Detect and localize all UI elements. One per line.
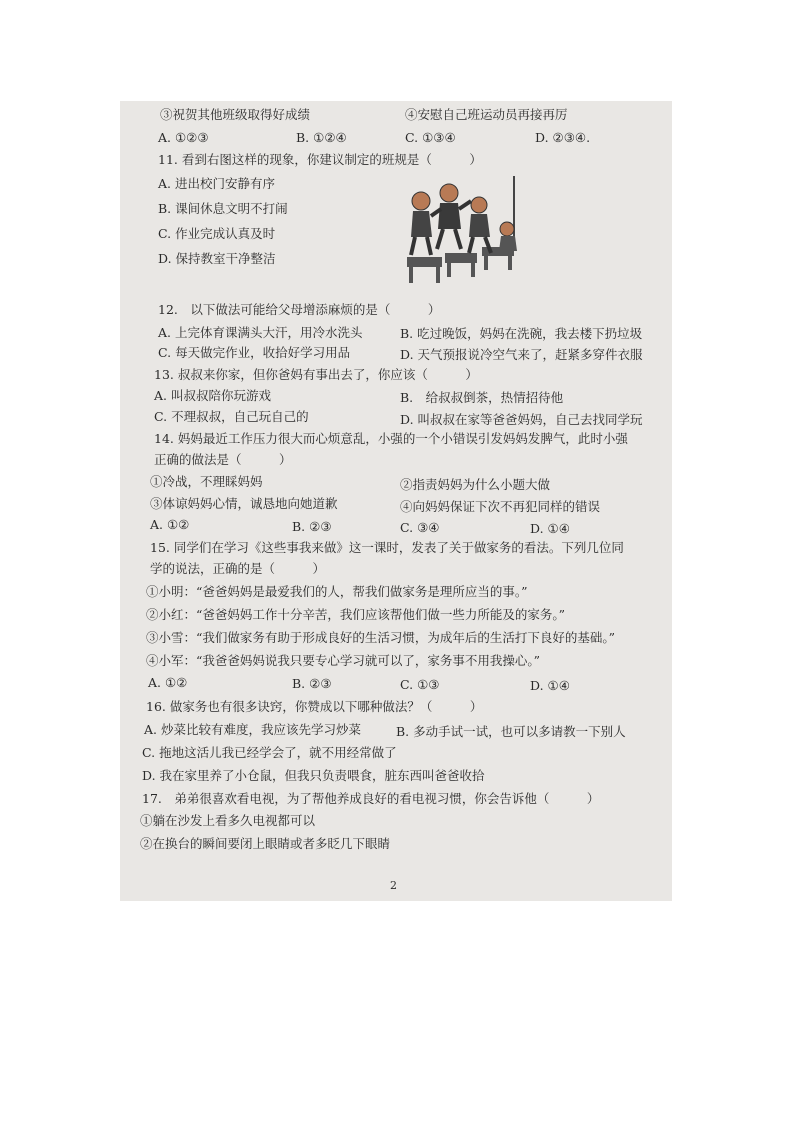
q13-choice-d: D. 叫叔叔在家等爸爸妈妈，自己去找同学玩: [400, 412, 643, 427]
q16-choice-b: B. 多动手试一试，也可以多请教一下别人: [396, 724, 626, 739]
q14-stem: 14. 妈妈最近工作压力很大而心烦意乱，小强的一个小错误引发妈妈发脾气，此时小强: [154, 431, 628, 446]
q16-stem: 16. 做家务也有很多诀窍，你赞成以下哪种做法？（ ）: [146, 699, 483, 714]
q15-stem-cont: 学的说法，正确的是（ ）: [150, 561, 326, 576]
q15-stem: 15. 同学们在学习《这些事我来做》这一课时，发表了关于做家务的看法。下列几位同: [150, 540, 624, 555]
q15-choice-c: C. ①③: [400, 677, 440, 692]
q14-choice-c: C. ③④: [400, 520, 440, 535]
q10-choice-a: A. ①②③: [158, 130, 209, 145]
q15-choice-a: A. ①②: [148, 675, 188, 690]
q15-choice-d: D. ①④: [530, 678, 570, 693]
q17-stem: 17. 弟弟很喜欢看电视，为了帮他养成良好的看电视习惯，你会告诉他（ ）: [142, 791, 600, 806]
q14-option-4: ④向妈妈保证下次不再犯同样的错误: [400, 499, 601, 514]
q14-choice-b: B. ②③: [292, 519, 332, 534]
q11-choice-a: A. 进出校门安静有序: [158, 176, 275, 191]
q10-option-4: ④安慰自己班运动员再接再厉: [405, 107, 568, 122]
q10-choice-b: B. ①②④: [296, 130, 347, 145]
q17-option-2: ②在换台的瞬间要闭上眼睛或者多眨几下眼睛: [140, 836, 391, 851]
q13-choice-b: B. 给叔叔倒茶，热情招待他: [400, 390, 564, 405]
q14-choice-a: A. ①②: [150, 517, 190, 532]
q11-stem: 11. 看到右图这样的现象，你建议制定的班规是（ ）: [158, 152, 482, 167]
q13-choice-c: C. 不理叔叔，自己玩自己的: [154, 409, 309, 424]
q12-choice-b: B. 吃过晚饭，妈妈在洗碗，我去楼下扔垃圾: [400, 326, 643, 341]
q12-stem: 12. 以下做法可能给父母增添麻烦的是（ ）: [158, 302, 441, 317]
q10-choice-d: D. ②③④.: [535, 130, 591, 145]
q15-option-4: ④小军：“我爸爸妈妈说我只要专心学习就可以了，家务事不用我操心。”: [146, 653, 541, 668]
q17-option-1: ①躺在沙发上看多久电视都可以: [140, 813, 316, 828]
q14-option-2: ②指责妈妈为什么小题大做: [400, 477, 551, 492]
page-number: 2: [390, 879, 397, 892]
q12-choice-a: A. 上完体育课满头大汗，用冷水洗头: [158, 325, 363, 340]
q15-choice-b: B. ②③: [292, 676, 332, 691]
q10-choice-c: C. ①③④: [405, 130, 456, 145]
q16-choice-a: A. 炒菜比较有难度，我应该先学习炒菜: [144, 722, 361, 737]
q12-choice-d: D. 天气预报说冷空气来了，赶紧多穿件衣服: [400, 347, 643, 362]
q15-option-2: ②小红：“爸爸妈妈工作十分辛苦，我们应该帮他们做一些力所能及的家务。”: [146, 607, 566, 622]
q12-choice-c: C. 每天做完作业，收拾好学习用品: [158, 345, 351, 360]
q14-option-3: ③体谅妈妈心情，诚恳地向她道歉: [150, 496, 338, 511]
q11-choice-b: B. 课间休息文明不打闹: [158, 201, 288, 216]
q14-choice-d: D. ①④: [530, 521, 570, 536]
q15-option-3: ③小雪：“我们做家务有助于形成良好的生活习惯，为成年后的生活打下良好的基础。”: [146, 630, 616, 645]
q11-choice-c: C. 作业完成认真及时: [158, 226, 276, 241]
q16-choice-c: C. 拖地这活儿我已经学会了，就不用经常做了: [142, 745, 397, 760]
exam-page: [120, 101, 672, 901]
q15-option-1: ①小明：“爸爸妈妈是最爱我们的人，帮我们做家务是理所应当的事。”: [146, 584, 528, 599]
q14-stem-cont: 正确的做法是（ ）: [154, 452, 292, 467]
q16-choice-d: D. 我在家里养了小仓鼠，但我只负责喂食，脏东西叫爸爸收拾: [142, 768, 485, 783]
q11-choice-d: D. 保持教室干净整洁: [158, 251, 276, 266]
q14-option-1: ①冷战，不理睬妈妈: [150, 474, 263, 489]
q13-choice-a: A. 叫叔叔陪你玩游戏: [154, 388, 271, 403]
classroom-fighting-illustration: [407, 171, 522, 287]
q10-option-3: ③祝贺其他班级取得好成绩: [160, 107, 311, 122]
q13-stem: 13. 叔叔来你家，但你爸妈有事出去了，你应该（ ）: [154, 367, 478, 382]
